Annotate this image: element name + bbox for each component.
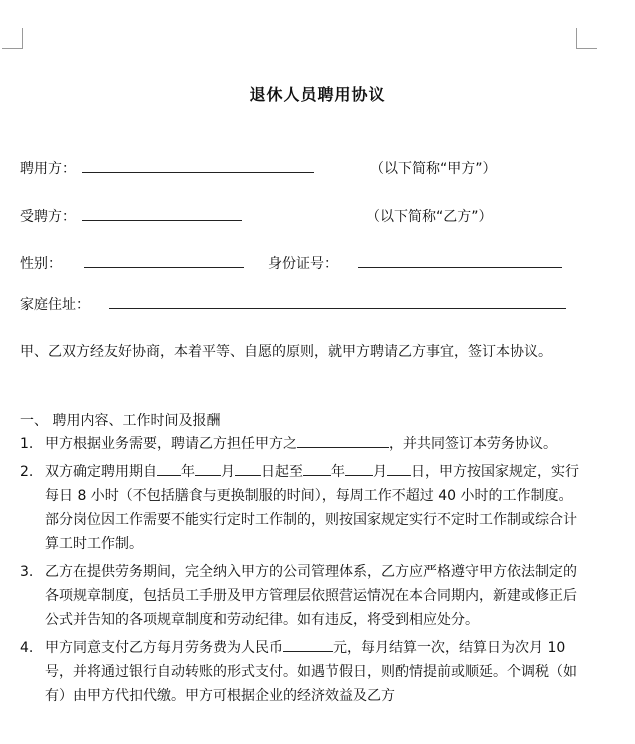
item-number: 3. [20, 564, 34, 580]
intro-paragraph: 甲、乙双方经友好协商，本着平等、自愿的原则，就甲方聘请乙方事宜，签订本协议。 [20, 344, 552, 360]
start-day-blank[interactable] [235, 460, 261, 476]
address-row [20, 294, 566, 314]
item2-year-1: 年 [181, 464, 195, 480]
position-blank[interactable] [297, 432, 389, 448]
item4-text-b: 元，每月结算一次，结算日为次月 10 号，并将通过银行自动转账的形式支付。如遇节假日，则酌情提前或顺延。个调税（如有）由甲方代扣代缴。甲方可根据企业的经济效益及乙方 [45, 640, 577, 704]
document-title: 退休人员聘用协议 [249, 85, 386, 104]
id-row [268, 253, 562, 273]
employee-row [20, 206, 242, 226]
item2-text-a: 双方确定聘用期自 [45, 464, 157, 480]
list-item-1 [20, 432, 580, 456]
item2-month-2: 月 [373, 464, 387, 480]
item2-day-1: 日起至 [261, 464, 303, 480]
employer-note: （以下简称“甲方”） [370, 161, 497, 177]
item4-text-a: 甲方同意支付乙方每月劳务费为人民币 [45, 640, 283, 656]
start-year-blank[interactable] [157, 460, 181, 476]
end-day-blank[interactable] [387, 460, 411, 476]
gender-blank[interactable] [84, 253, 244, 268]
item-number: 2. [20, 464, 34, 480]
item1-text-a: 甲方根据业务需要，聘请乙方担任甲方之 [45, 436, 297, 452]
list-item-4 [20, 636, 580, 708]
item2-month-1: 月 [221, 464, 235, 480]
item2-day-2: 日， [411, 464, 439, 480]
end-month-blank[interactable] [345, 460, 373, 476]
employee-blank[interactable] [82, 206, 242, 221]
item3-text: 乙方在提供劳务期间，完全纳入甲方的公司管理体系，乙方应严格遵守甲方依法制定的各项规章制度，包括员工手册及甲方管理层依照营运情况在本合同期内，新建或修正后公式并告知的各项规章制度和劳动纪律。如有违反，将受到相应处分。 [45, 564, 577, 628]
item-number: 1. [20, 436, 34, 452]
address-label: 家庭住址： [20, 297, 90, 313]
section1-list [20, 432, 580, 708]
address-blank[interactable] [109, 294, 566, 309]
list-item-2 [20, 460, 580, 556]
id-blank[interactable] [358, 253, 562, 268]
item-number: 4. [20, 640, 34, 656]
page-corner-mark-left [2, 28, 23, 49]
employer-label: 聘用方： [20, 161, 76, 177]
fee-amount-blank[interactable] [283, 636, 333, 652]
end-year-blank[interactable] [303, 460, 331, 476]
list-item-3 [20, 560, 580, 632]
employer-row [20, 158, 314, 178]
employee-label: 受聘方： [20, 209, 76, 225]
employer-blank[interactable] [82, 158, 314, 173]
gender-label: 性别： [20, 256, 62, 272]
item1-text-b: ，并共同签订本劳务协议。 [389, 436, 557, 452]
item2-year-2: 年 [331, 464, 345, 480]
employee-note: （以下简称“乙方”） [366, 209, 493, 225]
item2-text-b: 甲方按国家规定，实行每日 8 小时（不包括膳食与更换制服的时间），每周工作不超过 40 小时的工作制度。部分岗位因工作需要不能实行定时工作制的，则按国家规定实行不定时工作制或综合计算工时工作制。 [45, 464, 579, 552]
id-label: 身份证号： [268, 256, 338, 272]
start-month-blank[interactable] [195, 460, 221, 476]
gender-row [20, 253, 244, 273]
page-corner-mark-right [576, 28, 597, 49]
section1-heading: 一、 聘用内容、工作时间及报酬 [20, 413, 221, 429]
